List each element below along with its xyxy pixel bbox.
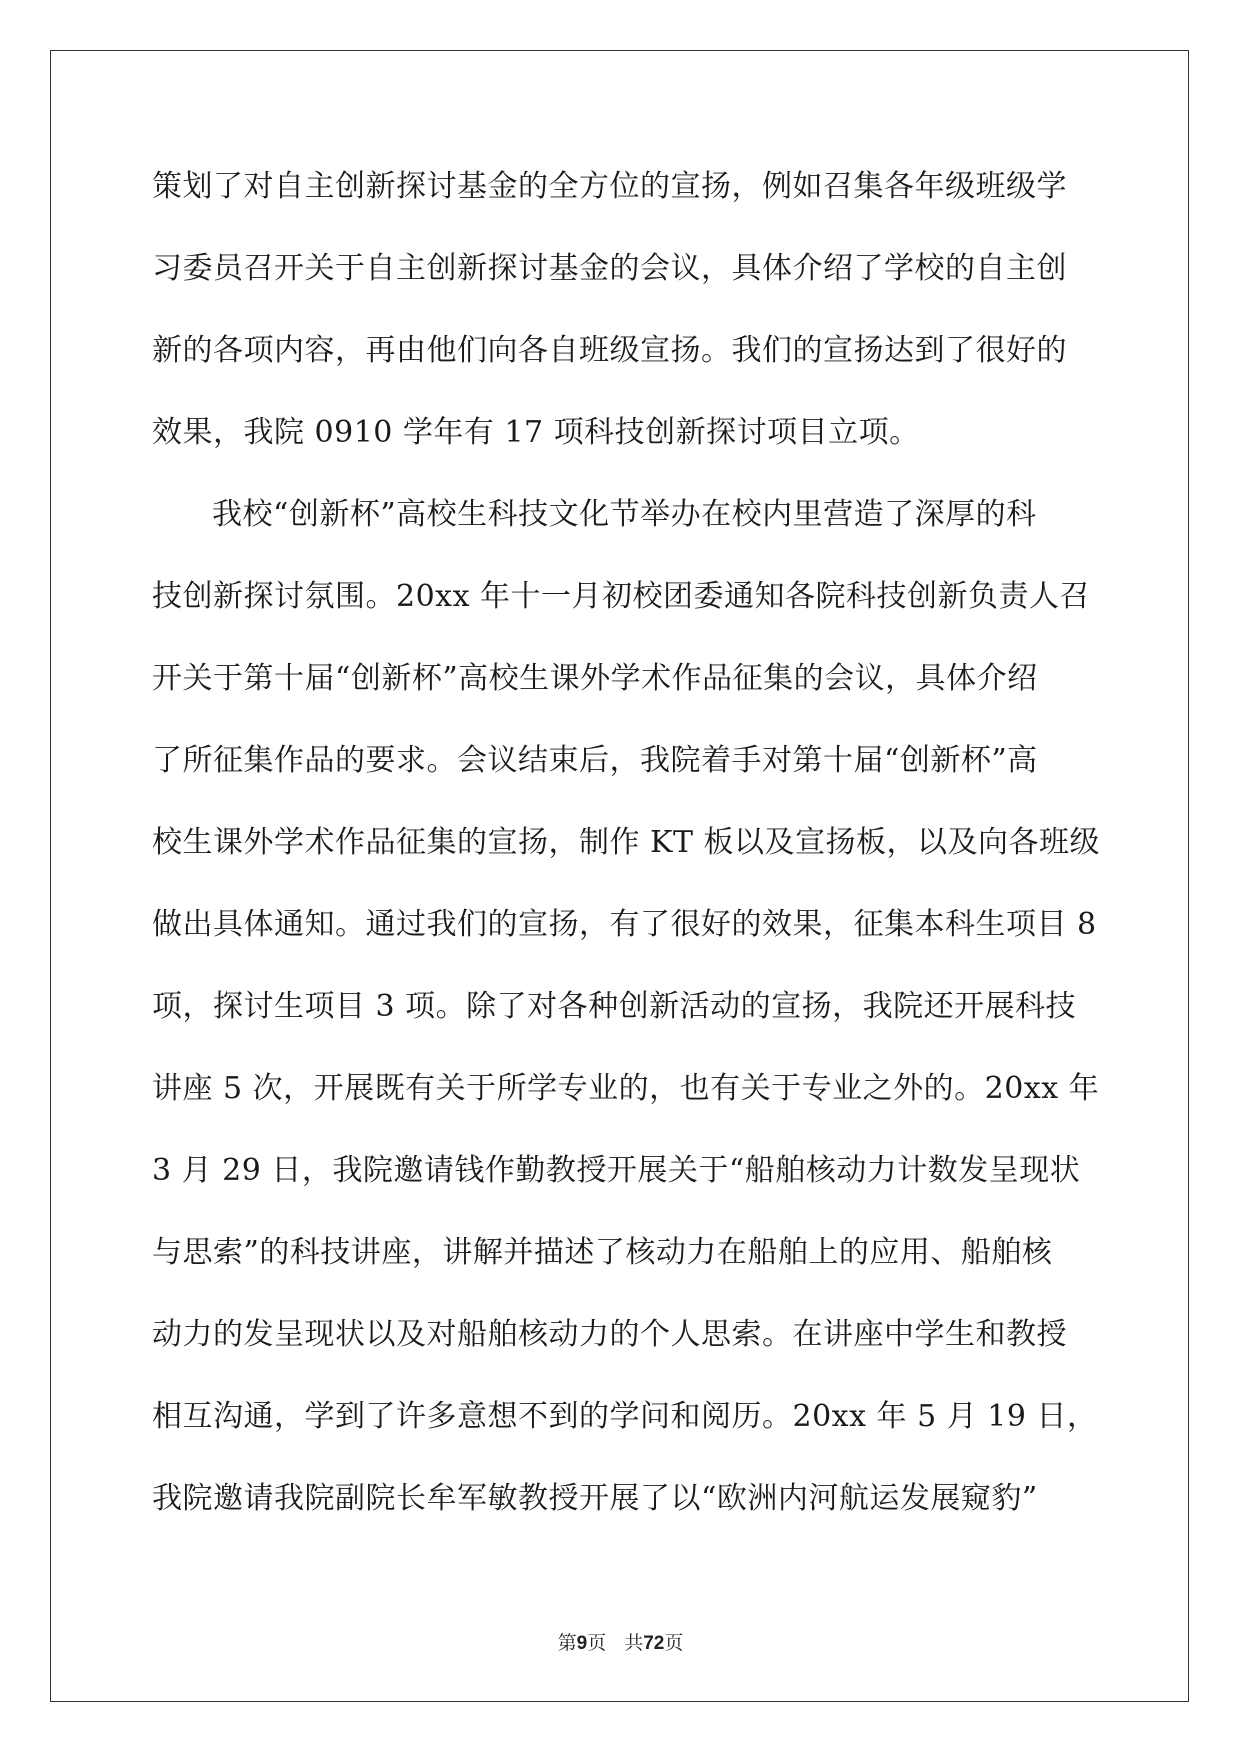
page-suffix: 页	[587, 1632, 607, 1654]
text-line: 习委员召开关于自主创新探讨基金的会议，具体介绍了学校的自主创	[152, 251, 1067, 286]
text-line: 技创新探讨氛围。20xx 年十一月初校团委通知各院科技创新负责人召	[152, 579, 1091, 614]
page-number: 9	[576, 1633, 588, 1654]
text-line: 了所征集作品的要求。会议结束后，我院着手对第十届“创新杯”高	[152, 743, 1038, 778]
total-prefix: 共	[624, 1632, 644, 1654]
page-footer	[0, 1628, 1241, 1655]
text-line: 做出具体通知。通过我们的宣扬，有了很好的效果，征集本科生项目 8	[152, 907, 1097, 942]
text-line: 新的各项内容，再由他们向各自班级宣扬。我们的宣扬达到了很好的	[152, 333, 1067, 368]
text-line: 3 月 29 日，我院邀请钱作勤教授开展关于“船舶核动力计数发呈现状	[152, 1153, 1081, 1188]
text-line: 与思索”的科技讲座，讲解并描述了核动力在船舶上的应用、船舶核	[152, 1235, 1053, 1270]
page-prefix: 第	[557, 1632, 577, 1654]
total-pages: 72	[643, 1633, 665, 1654]
text-line: 效果，我院 0910 学年有 17 项科技创新探讨项目立项。	[152, 415, 920, 450]
total-suffix: 页	[664, 1632, 684, 1654]
text-line: 我院邀请我院副院长牟军敏教授开展了以“欧洲内河航运发展窥豹”	[152, 1481, 1038, 1516]
text-line: 项，探讨生项目 3 项。除了对各种创新活动的宣扬，我院还开展科技	[152, 989, 1077, 1024]
text-line: 策划了对自主创新探讨基金的全方位的宣扬，例如召集各年级班级学	[152, 169, 1067, 204]
text-line: 校生课外学术作品征集的宣扬，制作 KT 板以及宣扬板，以及向各班级	[152, 825, 1100, 860]
text-line: 动力的发呈现状以及对船舶核动力的个人思索。在讲座中学生和教授	[152, 1317, 1067, 1352]
text-line: 相互沟通，学到了许多意想不到的学问和阅历。20xx 年 5 月 19 日，	[152, 1399, 1098, 1434]
document-body	[152, 160, 1100, 1554]
paragraph-first-line: 我校“创新杯”高校生科技文化节举办在校内里营造了深厚的科	[212, 497, 1037, 532]
text-line: 开关于第十届“创新杯”高校生课外学术作品征集的会议，具体介绍	[152, 661, 1038, 696]
text-line: 讲座 5 次，开展既有关于所学专业的，也有关于专业之外的。20xx 年	[152, 1071, 1100, 1106]
